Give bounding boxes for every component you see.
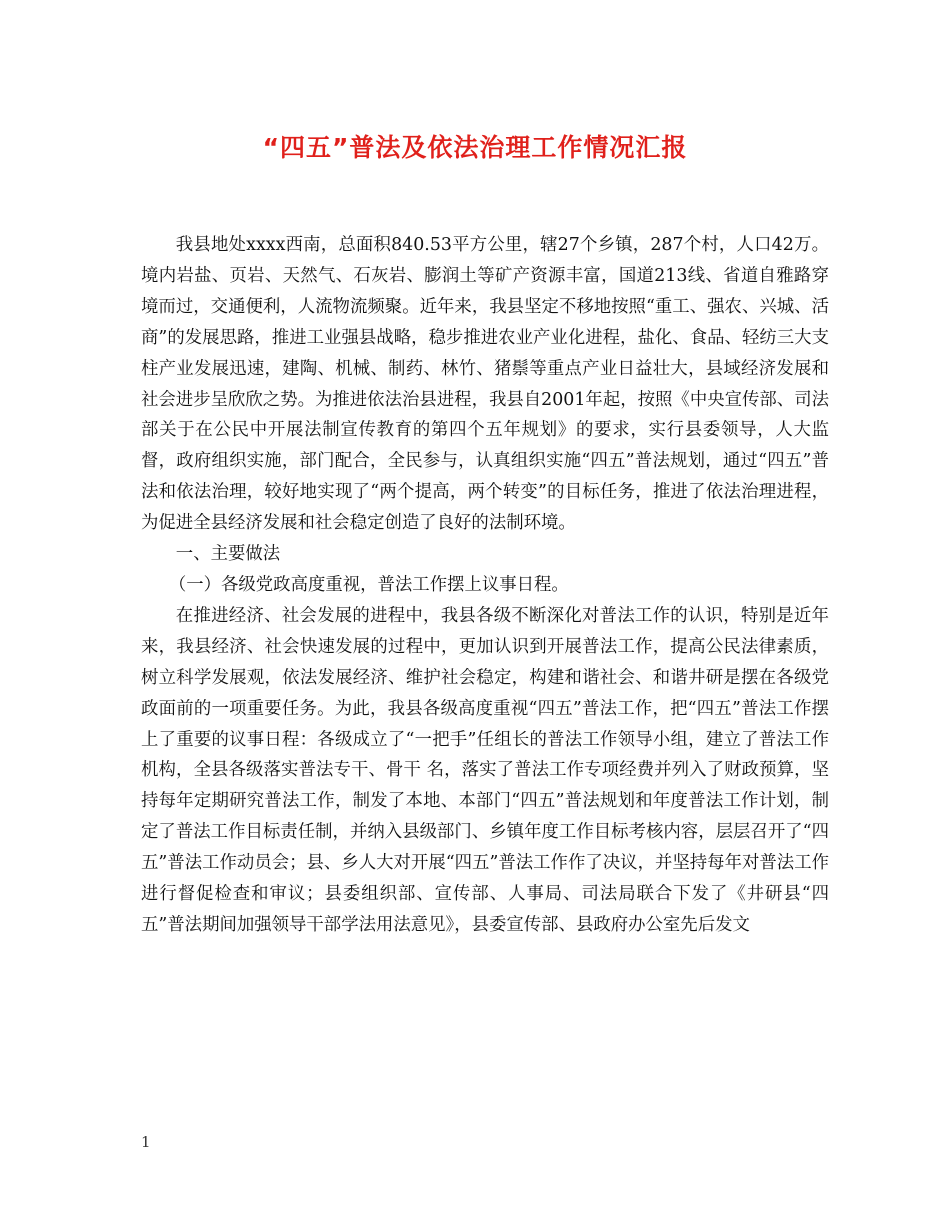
intro-paragraph: 我县地处xxxx西南，总面积840.53平方公里，辖27个乡镇，287个村，人口42万。境内岩盐、页岩、天然气、石灰岩、膨润土等矿产资源丰富，国道213线、省道自雅路穿境而过，交通便利，人流物流频聚。近年来，我县坚定不移地按照“重工、强农、兴城、活商”的发展思路，推进工业强县战略，稳步推进农业产业化进程，盐化、食品、轻纺三大支柱产业发展迅速，建陶、机械、制药、林竹、猪鬃等重点产业日益壮大，县域经济发展和社会进步呈欣欣之势。为推进依法治县进程，我县自2001年起，按照《中央宣传部、司法部关于在公民中开展法制宣传教育的第四个五年规划》的要求，实行县委领导，人大监督，政府组织实施，部门配合，全民参与，认真组织实施“四五”普法规划，通过“四五”普法和依法治理，较好地实现了“两个提高，两个转变”的目标任务，推进了依法治理进程，为促进全县经济发展和社会稳定创造了良好的法制环境。 — [141, 235, 829, 534]
page-number: 1 — [141, 1133, 151, 1151]
body-paragraph: 在推进经济、社会发展的进程中，我县各级不断深化对普法工作的认识，特别是近年来，我县经济、社会快速发展的过程中，更加认识到开展普法工作，提高公民法律素质，树立科学发展观，依法发展经济、维护社会稳定，构建和谐社会、和谐井研是摆在各级党政面前的一项重要任务。为此，我县各级高度重视“四五”普法工作，把“四五”普法工作摆上了重要的议事日程：各级成立了“一把手”任组长的普法工作领导小组，建立了普法工作机构，全县各级落实普法专干、骨干 名，落实了普法工作专项经费并列入了财政预算，坚持每年定期研究普法工作，制发了本地、本部门“四五”普法规划和年度普法工作计划，制定了普法工作目标责任制，并纳入县级部门、乡镇年度工作目标考核内容，层层召开了“四五”普法工作动员会；县、乡人大对开展“四五”普法工作作了决议，并坚持每年对普法工作进行督促检查和审议；县委组织部、宣传部、人事局、司法局联合下发了《井研县“四五”普法期间加强领导干部学法用法意见》，县委宣传部、县政府办公室先后发文 — [141, 605, 829, 935]
document-body — [141, 230, 829, 941]
subsection-heading: （一）各级党政高度重视，普法工作摆上议事日程。 — [168, 574, 569, 595]
document-title: “四五”普法及依法治理工作情况汇报 — [262, 133, 688, 162]
section-heading: 一、主要做法 — [175, 544, 281, 565]
